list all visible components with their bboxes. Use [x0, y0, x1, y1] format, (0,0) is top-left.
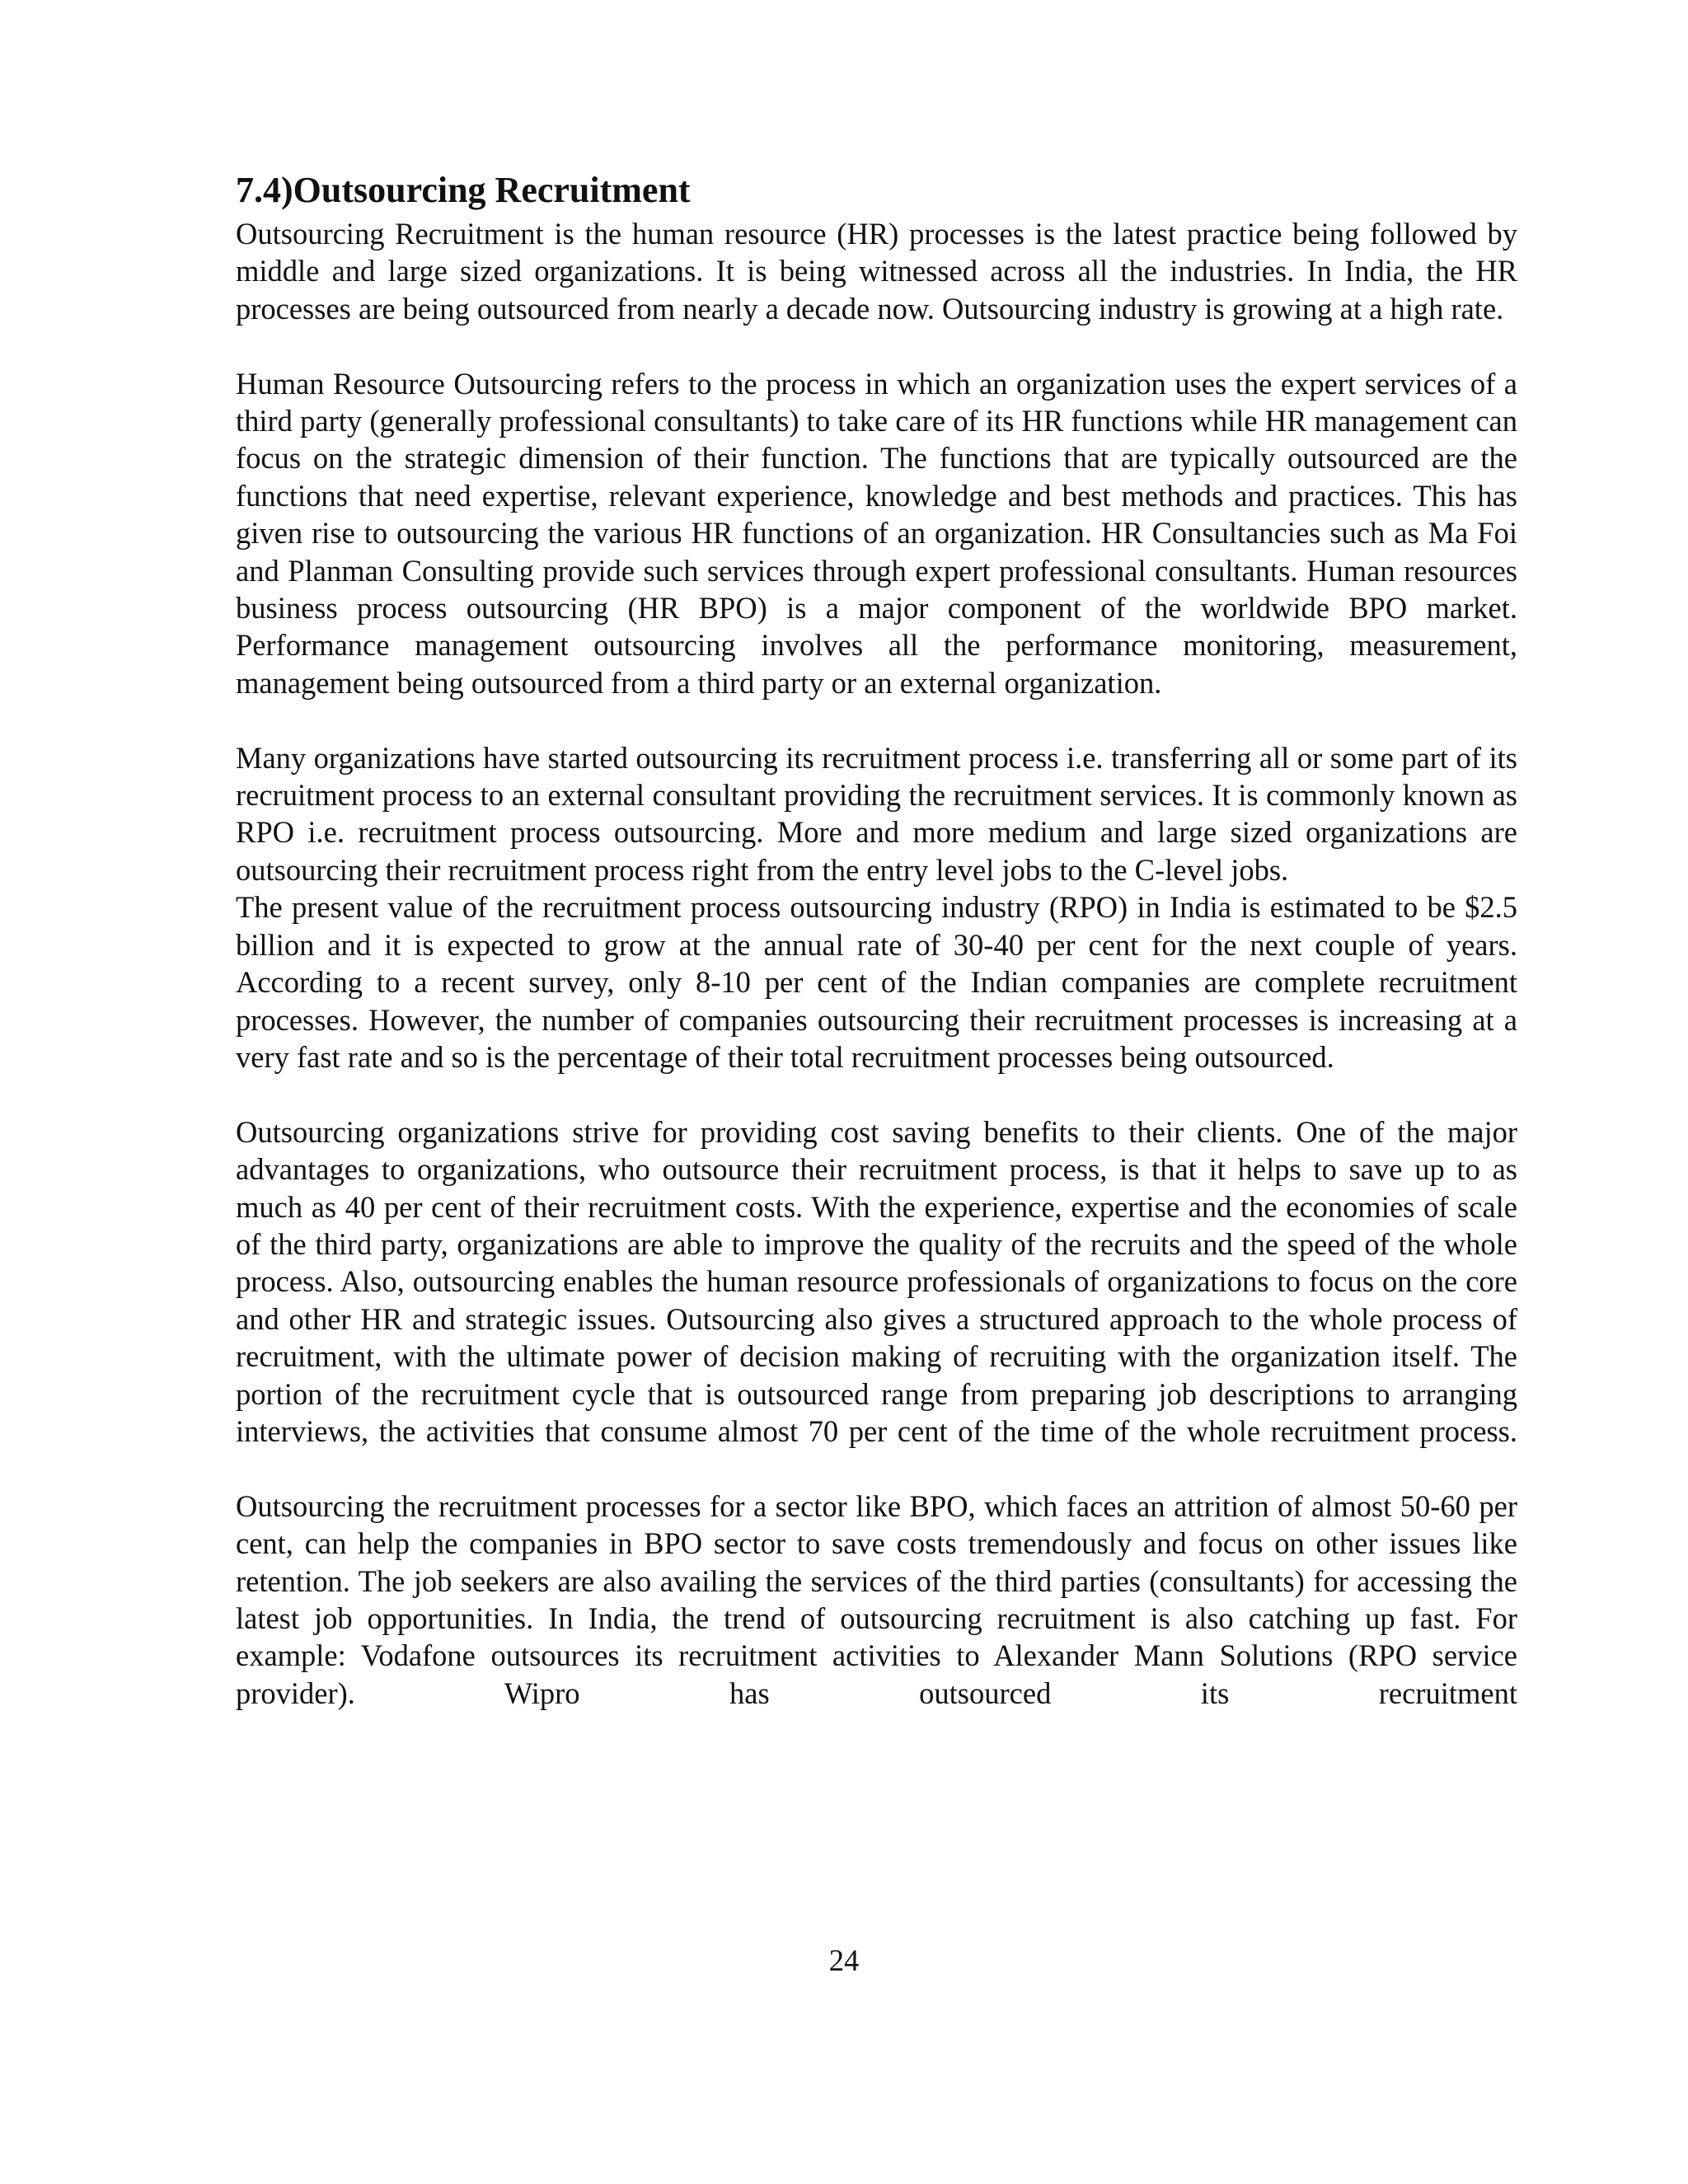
paragraph-bpo-sector: Outsourcing the recruitment processes for a sector like BPO, which faces an attrition of almost 50-60 per cent, can help the companies in BPO sector to save costs tremendously and focus on other issues like retention. The job seekers are also availing the services of the third parties (consultants) for accessing the latest job opportunities. In India, the trend of outsourcing recruitment is also catching up fast. For example: Vodafone outsources its recruitment activities to Alexander Mann Solutions (RPO service provider). Wipro has outsourced its recruitment [236, 1488, 1517, 1710]
page-number: 24 [828, 1943, 860, 1977]
paragraph-intro: Outsourcing Recruitment is the human resource (HR) processes is the latest practice being followed by middle and large sized organizations. It is being witnessed across all the industries. In India, the HR processes are being outsourced from nearly a decade now. Outsourcing industry is growing at a high rate. [236, 217, 1517, 326]
page-content [236, 167, 1517, 1712]
paragraph-cost-benefits: Outsourcing organizations strive for providing cost saving benefits to their clients. One of the major advantages to organizations, who outsource their recruitment process, is that it helps to save up to as much as 40 per cent of their recruitment costs. With the experience, expertise and the economies of scale of the third party, organizations are able to improve the quality of the recruits and the speed of the whole process. Also, outsourcing enables the human resource professionals of organizations to focus on the core and other HR and strategic issues. Outsourcing also gives a structured approach to the whole process of recruitment, with the ultimate power of decision making of recruiting with the organization itself. The portion of the recruitment cycle that is outsourced range from preparing job descriptions to arranging interviews, the activities that consume almost 70 per cent of the time of the whole recruitment process. [236, 1114, 1517, 1448]
section-heading: 7.4)Outsourcing Recruitment [236, 170, 691, 210]
paragraph-hr-outsourcing: Human Resource Outsourcing refers to the process in which an organization uses the expert services of a third party (generally professional consultants) to take care of its HR functions while HR management can focus on the strategic dimension of their function. The functions that are typically outsourced are the functions that need expertise, relevant experience, knowledge and best methods and practices. This has given rise to outsourcing the various HR functions of an organization. HR Consultancies such as Ma Foi and Planman Consulting provide such services through expert professional consultants. Human resources business process outsourcing (HR BPO) is a major component of the worldwide BPO market. Performance management outsourcing involves all the performance monitoring, measurement, management being outsourced from a third party or an external organization. [236, 366, 1517, 700]
paragraph-rpo-market-value: The present value of the recruitment process outsourcing industry (RPO) in India is estimated to be $2.5 billion and it is expected to grow at the annual rate of 30-40 per cent for the next couple of years. According to a recent survey, only 8-10 per cent of the Indian companies are complete recruitment processes. However, the number of companies outsourcing their recruitment processes is increasing at a very fast rate and so is the percentage of their total recruitment processes being outsourced. [236, 890, 1517, 1074]
paragraph-rpo-definition: Many organizations have started outsourcing its recruitment process i.e. transferring all or some part of its recruitment process to an external consultant providing the recruitment services. It is commonly known as RPO i.e. recruitment process outsourcing. More and more medium and large sized organizations are outsourcing their recruitment process right from the entry level jobs to the C-level jobs. [236, 740, 1517, 887]
